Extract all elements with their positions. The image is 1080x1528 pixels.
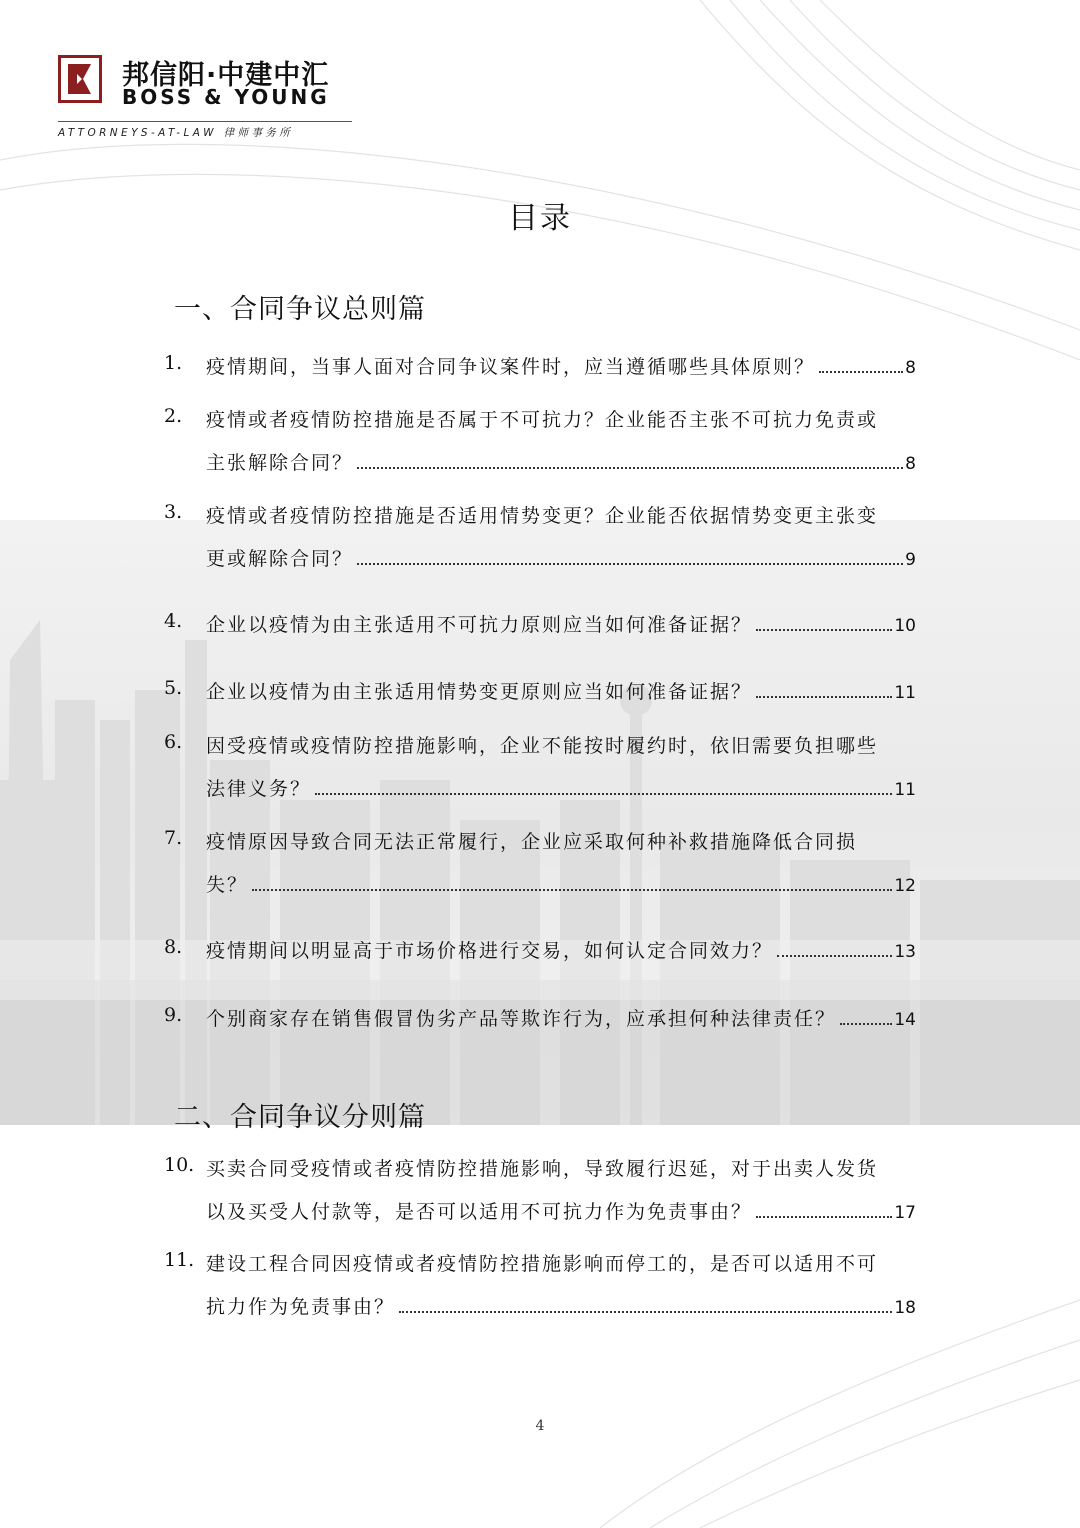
entry-page: 18	[894, 1298, 916, 1318]
entry-page: 10	[894, 616, 916, 636]
entry-page: 13	[894, 942, 916, 962]
firm-name-en: BOSS & YOUNG	[122, 85, 330, 109]
leader-dots	[756, 1215, 892, 1218]
leader-dots	[756, 628, 892, 631]
entry-number: 8.	[164, 936, 183, 958]
leader-dots	[357, 466, 903, 469]
entry-text: 个别商家存在销售假冒伪劣产品等欺诈行为，应承担何种法律责任？	[206, 1008, 837, 1030]
entry-number: 1.	[164, 352, 183, 374]
entry-page: 8	[905, 454, 916, 474]
section-heading-specific: 二、合同争议分则篇	[174, 1102, 426, 1133]
page-number: 4	[535, 1418, 545, 1434]
leader-dots	[777, 954, 892, 957]
firm-name-cn: 邦信阳·中建中汇	[122, 60, 330, 91]
entry-number: 10.	[164, 1154, 195, 1176]
entry-text: 以及买受人付款等，是否可以适用不可抗力作为免责事由？	[206, 1201, 753, 1223]
entry-number: 6.	[164, 731, 183, 753]
entry-number: 3.	[164, 501, 183, 523]
entry-text: 更或解除合同？	[206, 548, 354, 570]
entry-text: 疫情或者疫情防控措施是否属于不可抗力？企业能否主张不可抗力免责或	[206, 409, 879, 431]
entry-number: 5.	[164, 677, 183, 699]
entry-text: 企业以疫情为由主张适用不可抗力原则应当如何准备证据？	[206, 614, 753, 636]
entry-number: 11.	[164, 1249, 195, 1271]
entry-page: 11	[894, 780, 916, 800]
leader-dots	[756, 695, 892, 698]
entry-number: 2.	[164, 405, 183, 427]
leader-dots	[819, 370, 903, 373]
entry-text: 疫情或者疫情防控措施是否适用情势变更？企业能否依据情势变更主张变	[206, 505, 879, 527]
entry-text: 因受疫情或疫情防控措施影响，企业不能按时履约时，依旧需要负担哪些	[206, 735, 879, 757]
entry-number: 9.	[164, 1004, 183, 1026]
entry-text: 疫情期间，当事人面对合同争议案件时，应当遵循哪些具体原则？	[206, 356, 816, 378]
entry-text: 建设工程合同因疫情或者疫情防控措施影响而停工的，是否可以适用不可	[206, 1253, 879, 1275]
firm-subtitle: ATTORNEYS-AT-LAW 律师事务所	[58, 127, 294, 139]
logo-mark-icon	[58, 55, 102, 103]
entry-page: 17	[894, 1203, 916, 1223]
entry-text: 主张解除合同？	[206, 452, 354, 474]
entry-text: 疫情原因导致合同无法正常履行，企业应采取何种补救措施降低合同损	[206, 831, 858, 853]
entry-number: 7.	[164, 827, 183, 849]
entry-page: 8	[905, 358, 916, 378]
entry-text: 法律义务？	[206, 778, 312, 800]
leader-dots	[357, 562, 903, 565]
entry-page: 9	[905, 550, 916, 570]
entry-text: 失？	[206, 874, 249, 896]
entry-page: 14	[894, 1010, 916, 1030]
entry-number: 4.	[164, 610, 183, 632]
leader-dots	[840, 1022, 892, 1025]
toc-title: 目录	[508, 201, 572, 236]
entry-page: 12	[894, 876, 916, 896]
entry-text: 疫情期间以明显高于市场价格进行交易，如何认定合同效力？	[206, 940, 774, 962]
entry-page: 11	[894, 683, 916, 703]
leader-dots	[399, 1310, 892, 1313]
entry-text: 企业以疫情为由主张适用情势变更原则应当如何准备证据？	[206, 681, 753, 703]
leader-dots	[252, 888, 892, 891]
entry-text: 抗力作为免责事由？	[206, 1296, 396, 1318]
section-heading-general: 一、合同争议总则篇	[174, 294, 426, 325]
logo-divider	[58, 121, 352, 122]
entry-text: 买卖合同受疫情或者疫情防控措施影响，导致履行迟延，对于出卖人发货	[206, 1158, 879, 1180]
leader-dots	[315, 792, 892, 795]
